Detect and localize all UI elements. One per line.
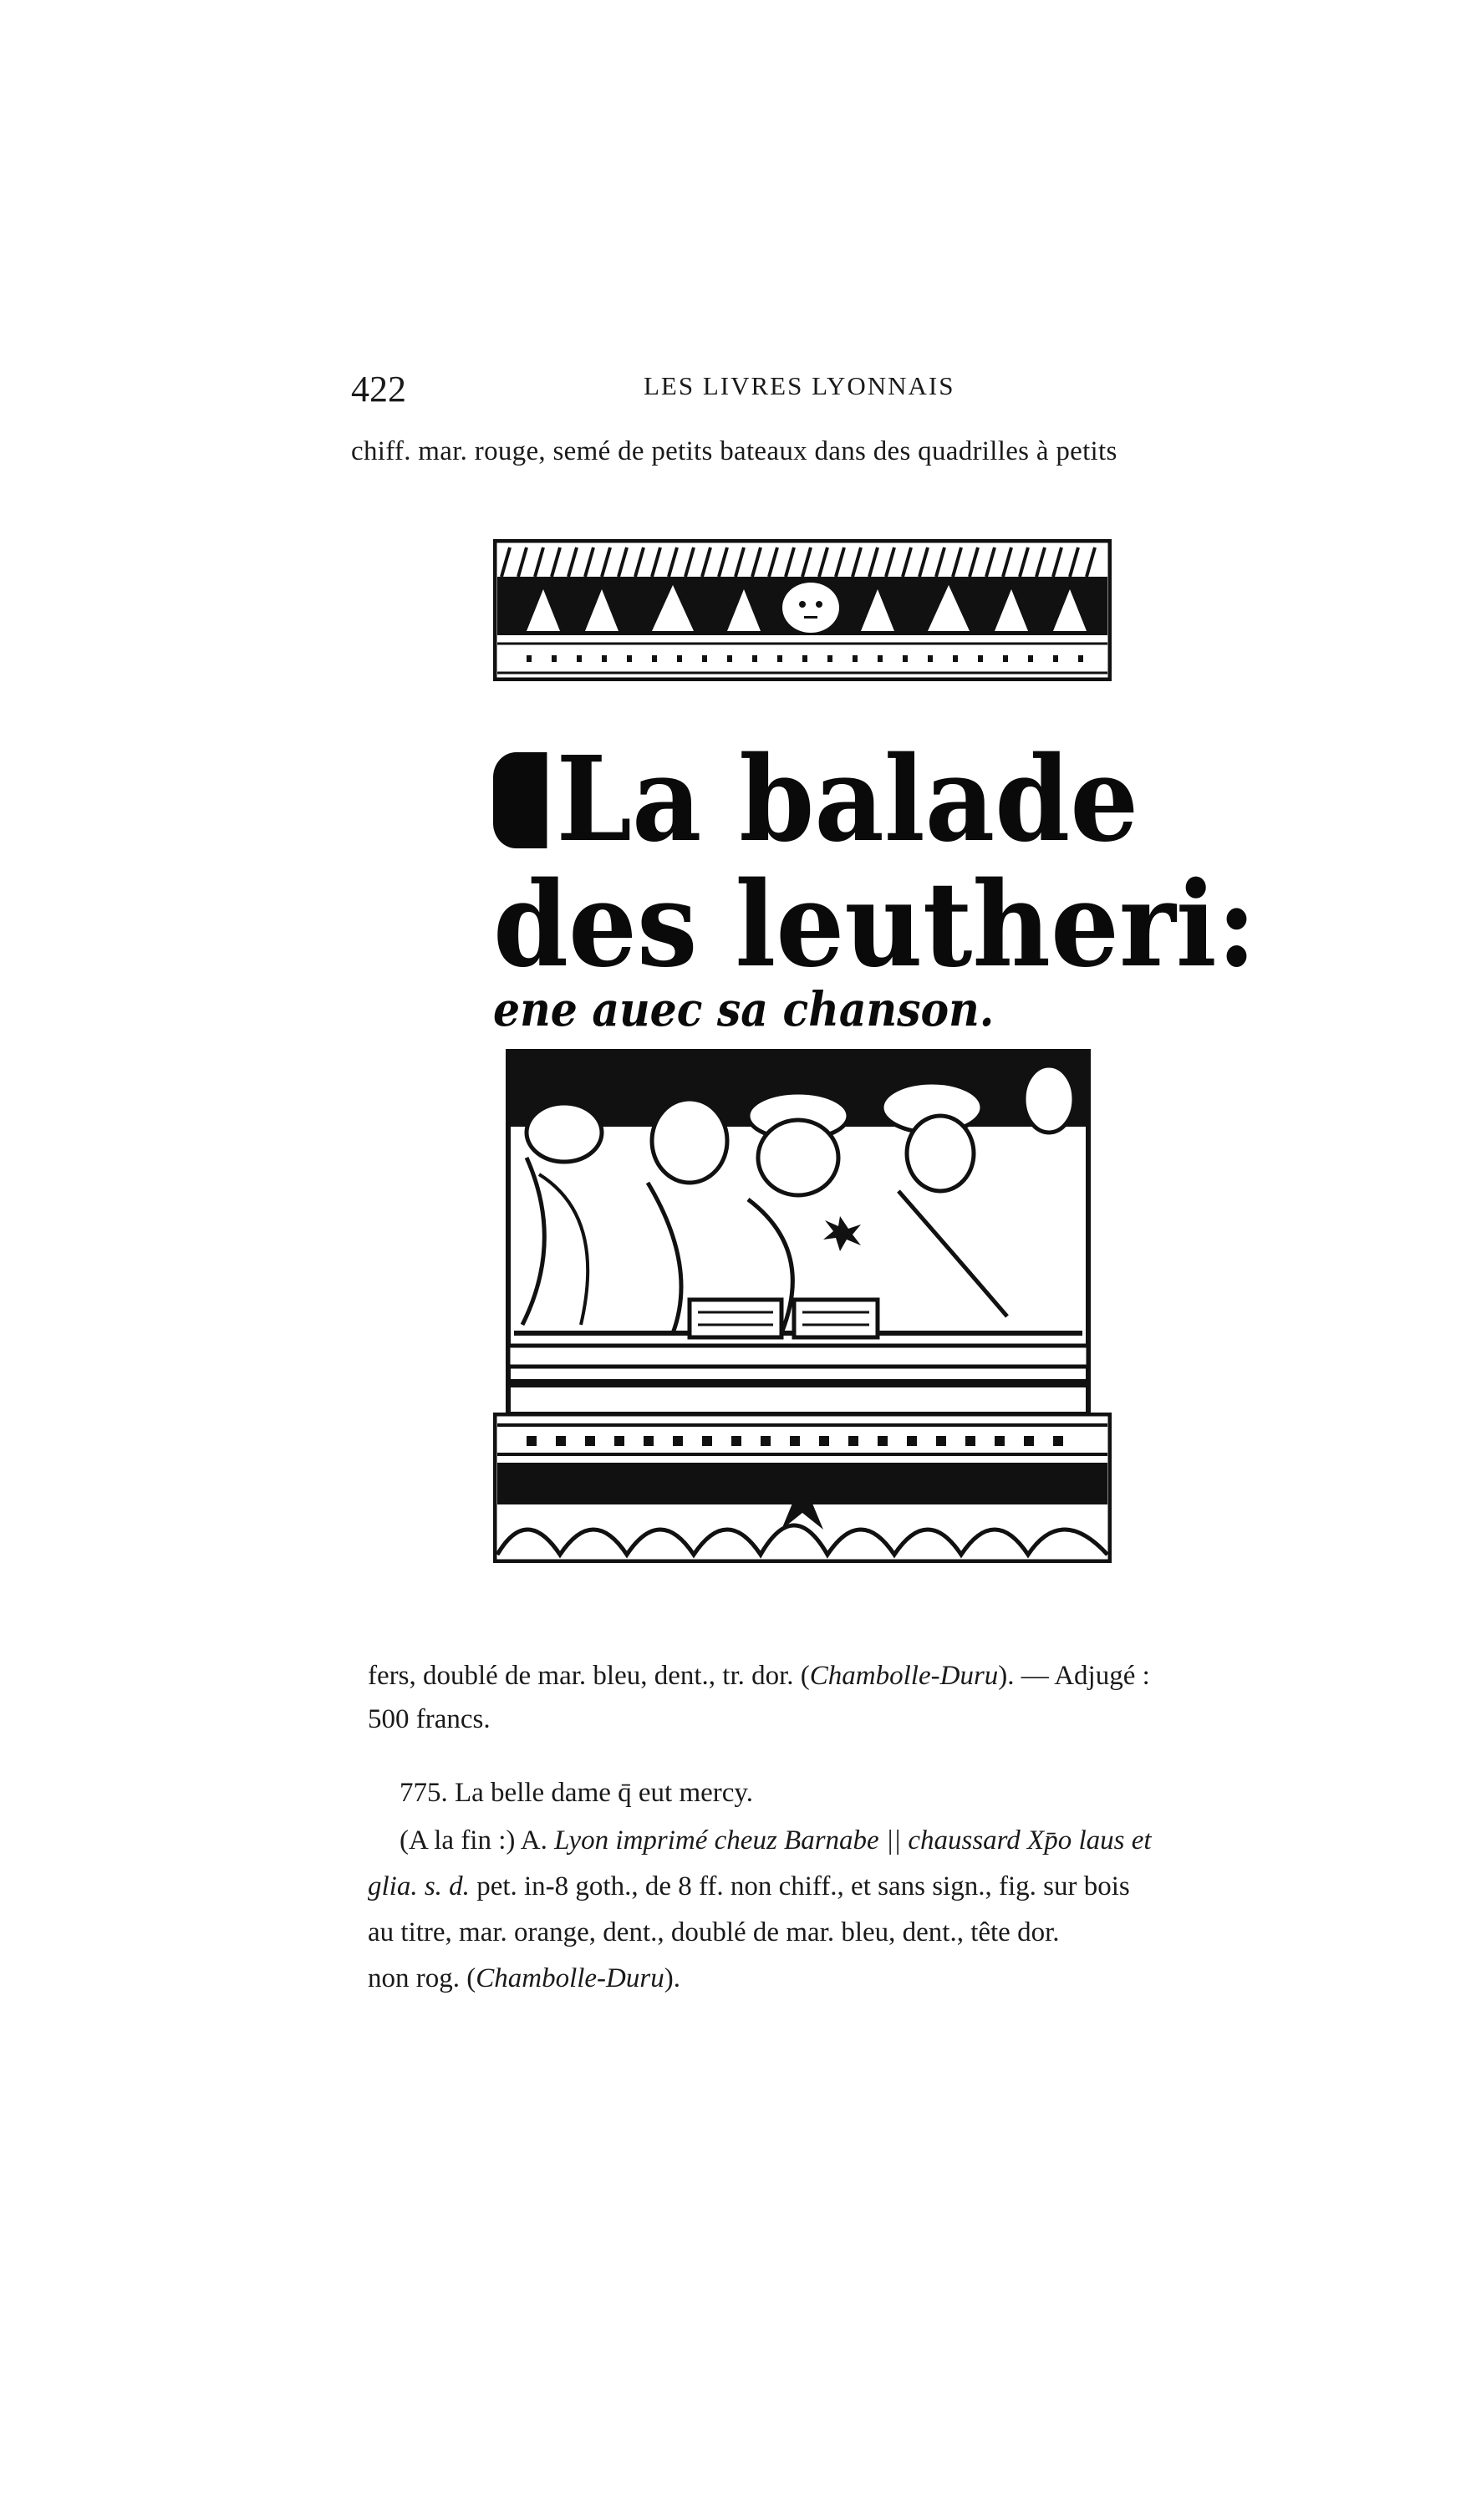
- entry-775-line-2: glia. s. d. pet. in-8 goth., de 8 ff. non chiff., et sans sign., fig. sur bois: [368, 1871, 1130, 1901]
- woodcut-title-line-2: des leutheri:: [493, 857, 1257, 994]
- binder-name: Chambolle-Duru: [476, 1963, 664, 1993]
- woodcut-illustration: [506, 1049, 1091, 1417]
- woodcut-title-line-3: ene auec sa chanson.: [493, 982, 995, 1037]
- entry-775-line-3: au titre, mar. orange, dent., doublé de mar. bleu, dent., tête dor.: [368, 1917, 1060, 1947]
- body-text-top: chiff. mar. rouge, semé de petits bateaux dans des quadrilles à petits: [351, 436, 1117, 466]
- entry-775-heading: 775. La belle dame q̄ eut mercy.: [400, 1778, 754, 1808]
- woodcut-title-page: [493, 539, 1257, 1563]
- woodcut-title: [493, 731, 1257, 1066]
- page-number: 422: [351, 369, 406, 410]
- entry-775-line-4: non rog. (Chambolle-Duru).: [368, 1963, 680, 1993]
- woodcut-title-line-1: La balade: [493, 731, 1138, 868]
- entry-775-line-1: (A la fin :) A. Lyon imprimé cheuz Barnabe || chaussard Xp̄o laus et: [400, 1825, 1152, 1856]
- bottom-ornament-border: [493, 1413, 1112, 1563]
- binder-name: Chambolle-Duru: [809, 1661, 999, 1691]
- pilcrow-mark: [493, 752, 547, 848]
- top-ornament-border: [493, 539, 1112, 681]
- page-header: [351, 368, 1270, 418]
- entry-774-line-1: fers, doublé de mar. bleu, dent., tr. dor. (Chambolle-Duru). — Adjugé :: [368, 1661, 1150, 1691]
- running-title: LES LIVRES LYONNAIS: [644, 371, 955, 400]
- entry-774-line-2: 500 francs.: [368, 1704, 491, 1734]
